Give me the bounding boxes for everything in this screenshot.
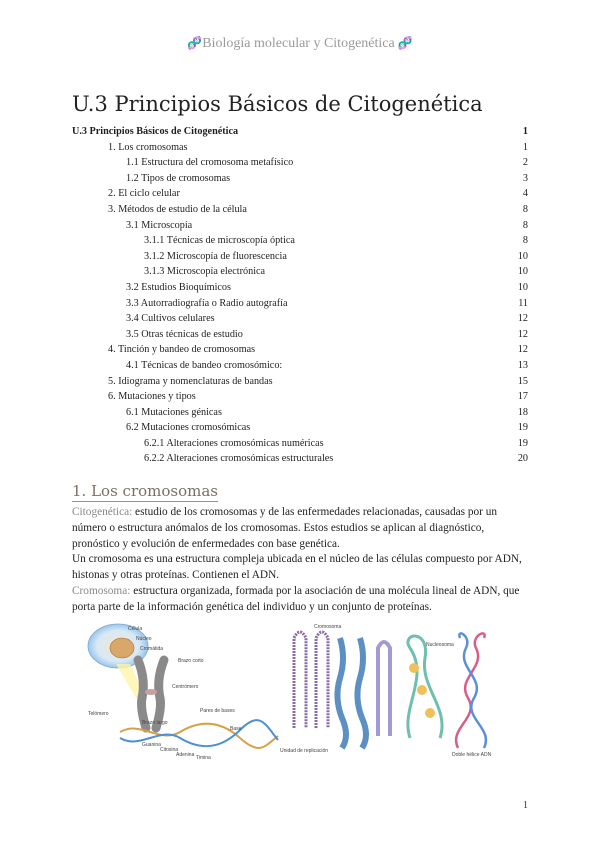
- page-number: 1: [523, 800, 528, 811]
- toc-entry[interactable]: [72, 389, 528, 405]
- toc-entry-label: 3. Métodos de estudio de la célula: [108, 203, 247, 215]
- toc-entry-label: 5. Idiograma y nomenclaturas de bandas: [108, 375, 273, 387]
- toc-entry[interactable]: [72, 249, 528, 265]
- toc-entry[interactable]: [72, 124, 528, 140]
- toc-entry-label: 3.2 Estudios Bioquímicos: [126, 281, 231, 293]
- toc-entry-label: 1.2 Tipos de cromosomas: [126, 172, 231, 184]
- label-centromero: Centrómero: [172, 684, 199, 690]
- toc-entry-label: 4.1 Técnicas de bandeo cromosómico:: [126, 359, 283, 371]
- label-doble-helice: Doble hélice ADN: [452, 752, 492, 758]
- toc-entry[interactable]: [72, 296, 528, 312]
- toc-entry-label: 6.2 Mutaciones cromosómicas: [126, 422, 251, 434]
- nucleosome-bead: [409, 663, 419, 673]
- toc-entry-page: 10: [517, 281, 528, 293]
- toc-entry-page: 12: [517, 328, 528, 340]
- toc-entry[interactable]: [72, 140, 528, 156]
- toc-entry[interactable]: [72, 327, 528, 343]
- toc-entry-label: 6.2.1 Alteraciones cromosómicas numéricas: [144, 437, 324, 449]
- chromatid-right: [156, 660, 164, 728]
- helix-strand-2: [459, 633, 486, 748]
- condensed-fiber-1: [337, 638, 346, 748]
- helix-strand-1: [456, 633, 485, 748]
- dna-icon: 🧬: [187, 36, 203, 50]
- fiber-loop: [378, 642, 390, 736]
- toc-entry[interactable]: [72, 420, 528, 436]
- toc-entry[interactable]: [72, 264, 528, 280]
- toc-entry-page: 2: [522, 157, 528, 169]
- toc-entry-page: 12: [517, 344, 528, 356]
- dna-icon: 🧬: [394, 36, 413, 50]
- section-heading: 1. Los cromosomas: [72, 482, 218, 500]
- toc-entry-page: 3: [522, 172, 528, 184]
- toc-entry[interactable]: [72, 358, 528, 374]
- toc-entry[interactable]: [72, 202, 528, 218]
- condensed-fiber-2: [357, 638, 366, 748]
- label-citosina: Citosina: [160, 747, 179, 753]
- toc-entry[interactable]: [72, 171, 528, 187]
- label-timina: Timina: [196, 755, 211, 760]
- toc-entry-label: 3.1.3 Microscopía electrónica: [144, 266, 266, 278]
- toc-entry-label: 4. Tinción y bandeo de cromosomas: [108, 344, 256, 356]
- toc-entry-label: 6.2.2 Alteraciones cromosómicas estructurales: [144, 453, 334, 465]
- label-base: Base: [230, 726, 242, 732]
- toc-entry[interactable]: [72, 342, 528, 358]
- toc-entry-label: 6. Mutaciones y tipos: [108, 391, 196, 403]
- toc-entry-label: 1. Los cromosomas: [108, 141, 188, 153]
- label-pares-bases: Pares de bases: [200, 708, 235, 714]
- toc-entry[interactable]: [72, 280, 528, 296]
- label-celula: Célula: [128, 626, 143, 632]
- document-title: U.3 Principios Básicos de Citogenética: [72, 92, 483, 116]
- chromatin-levels-figure: [280, 618, 520, 758]
- toc-entry[interactable]: [72, 436, 528, 452]
- page-header: [0, 36, 600, 52]
- toc-entry[interactable]: [72, 311, 528, 327]
- toc-entry-page: 4: [522, 188, 528, 200]
- table-of-contents: [72, 124, 528, 467]
- toc-entry-label: 3.1.2 Microscopía de fluorescencia: [144, 250, 287, 262]
- toc-entry-page: 11: [518, 297, 528, 309]
- toc-entry-page: 10: [517, 250, 528, 262]
- toc-entry[interactable]: [72, 451, 528, 467]
- paragraph-cromosoma-desc: Un cromosoma es una estructura compleja ubicada en el núcleo de las células compuesto por ADN, histonas y otras proteínas. Contienen el ADN.: [72, 553, 522, 582]
- toc-entry-page: 10: [517, 266, 528, 278]
- toc-entry-label: 3.1 Microscopía: [126, 219, 193, 231]
- label-brazo-corto: Brazo corto: [178, 658, 204, 664]
- toc-entry[interactable]: [72, 405, 528, 421]
- label-nucleo: Núcleo: [136, 636, 152, 642]
- toc-entry-page: 1: [522, 126, 528, 137]
- toc-entry-page: 20: [517, 453, 528, 465]
- term-citogenetica: Citogenética:: [72, 506, 133, 518]
- toc-entry-page: 1: [522, 141, 528, 153]
- toc-entry-page: 18: [517, 406, 528, 418]
- toc-entry-label: U.3 Principios Básicos de Citogenética: [72, 126, 239, 137]
- toc-entry-label: 3.5 Otras técnicas de estudio: [126, 328, 243, 340]
- label-cromosoma-fig: Cromosoma: [314, 624, 342, 630]
- label-cromatida: Cromátida: [140, 646, 164, 652]
- label-brazo-largo: Brazo largo: [142, 720, 168, 726]
- toc-entry-label: 6.1 Mutaciones génicas: [126, 406, 222, 418]
- term-cromosoma: Cromosoma:: [72, 584, 131, 597]
- toc-entry-page: 8: [522, 203, 528, 215]
- toc-entry-page: 19: [517, 437, 528, 449]
- toc-entry[interactable]: [72, 218, 528, 234]
- header-text: Biología molecular y Citogenética: [202, 36, 395, 51]
- toc-entry-page: 15: [517, 375, 528, 387]
- chromatid-left: [138, 660, 146, 728]
- toc-entry-label: 3.4 Cultivos celulares: [126, 313, 215, 325]
- toc-entry-label: 2. El ciclo celular: [108, 188, 180, 200]
- toc-entry[interactable]: [72, 186, 528, 202]
- label-telomero: Telómero: [88, 711, 109, 717]
- replication-loops: [294, 632, 328, 728]
- toc-entry[interactable]: [72, 233, 528, 249]
- toc-entry[interactable]: [72, 155, 528, 171]
- nucleus-shape: [110, 638, 134, 658]
- nucleosome-bead: [417, 685, 427, 695]
- toc-entry-page: 19: [517, 422, 528, 434]
- label-guanina: Guanina: [142, 742, 161, 748]
- label-nucleosoma: Nucleosoma: [426, 642, 454, 648]
- centromere-shape: [145, 689, 157, 695]
- nucleosome-bead: [425, 708, 435, 718]
- toc-entry-page: 13: [517, 359, 528, 371]
- toc-entry-label: 3.1.1 Técnicas de microscopía óptica: [144, 235, 295, 247]
- toc-entry-label: 3.3 Autorradiografía o Radio autografía: [126, 297, 288, 309]
- label-adenina: Adenina: [176, 752, 195, 758]
- section-body: [72, 505, 532, 616]
- toc-entry-page: 12: [517, 313, 528, 325]
- paragraph-cromosoma-def: Cromosoma: estructura organizada, formada por la asociación de una molécula lineal de ADN, que porta parte de la información genética del individuo y un conjunto de proteínas.: [72, 584, 520, 613]
- toc-entry-page: 8: [522, 235, 528, 247]
- toc-entry-page: 8: [522, 219, 528, 231]
- label-unidad-replicacion: Unidad de replicación: [280, 748, 329, 754]
- toc-entry-label: 1.1 Estructura del cromosoma metafísico: [126, 157, 294, 169]
- paragraph-citogenetica: Citogenética: estudio de los cromosomas y de las enfermedades relacionadas, causadas por un número o estructura anómalos de los cromosomas. Estos estudios se aplican al diagnóstico, pronóstico y evolución de enfermedades con base genética.: [72, 506, 498, 550]
- chromosome-structure-figure: [80, 620, 280, 760]
- toc-entry[interactable]: [72, 374, 528, 390]
- toc-entry-page: 17: [517, 391, 528, 403]
